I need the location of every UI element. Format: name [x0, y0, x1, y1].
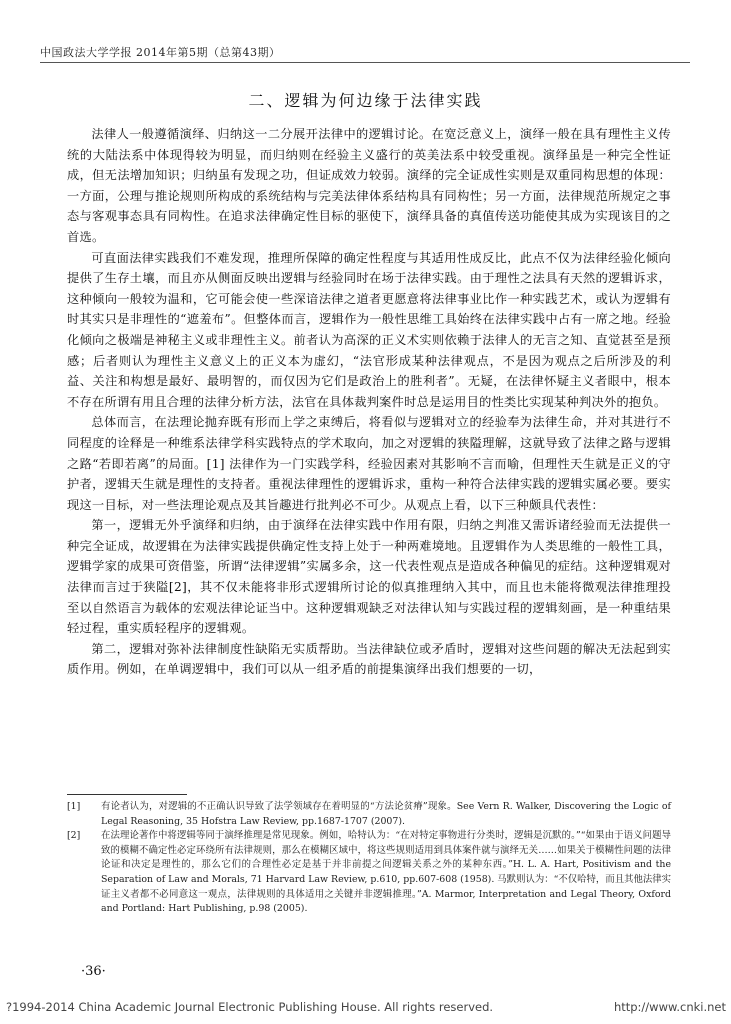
body-text [67, 124, 671, 680]
paragraph: 法律人一般遵循演绎、归纳这一二分展开法律中的逻辑讨论。在宽泛意义上，演绎一般在具有理性主义传统的大陆法系中体现得较为明显，而归纳则在经验主义盛行的英美法系中较受重视。演绎虽是一种完全性证成，但无法增加知识；归纳虽有发现之功，但证成效力较弱。演绎的完全证成性实则是双重同构思想的体现：一方面，公理与推论规则所构成的系统结构与完美法律体系结构具有同构性；另一方面，法律规范所规定之事态与客观事态具有同构性。在追求法律确定性目标的驱使下，演绎具备的真值传送功能使其成为实现该目的之首选。 [67, 127, 671, 244]
paragraph: 总体而言，在法理论抛弃既有形而上学之束缚后，将看似与逻辑对立的经验奉为法律生命，并对其进行不同程度的诠释是一种维系法律学科实践特点的学术取向，加之对逻辑的狭隘理解，这就导致了法律之路与逻辑之路“若即若离”的局面。[1] 法律作为一门实践学科，经验因素对其影响不言而喻，但理性天生就是正义的守护者，逻辑天生就是理性的支持者。重视法律理性的逻辑诉求，重构一种符合法律实践的逻辑实属必要。要实现这一目标，对一些法理论观点及其旨趣进行批判必不可少。从观点上看，以下三种颇具代表性： [67, 415, 671, 512]
footnote [67, 829, 671, 917]
copyright-url[interactable]: http://www.cnki.net [613, 1000, 726, 1014]
footnote [67, 800, 671, 829]
paragraph: 第二，逻辑对弥补法律制度性缺陷无实质帮助。当法律缺位或矛盾时，逻辑对这些问题的解决无法起到实质作用。例如，在单调逻辑中，我们可以从一组矛盾的前提集演绎出我们想要的一切， [67, 641, 671, 677]
footnote-number: [2] [67, 830, 81, 842]
footnote-number: [1] [67, 801, 81, 812]
paragraph: 可直面法律实践我们不难发现，推理所保障的确定性程度与其适用性成反比，此点不仅为法律经验化倾向提供了生存土壤，而且亦从侧面反映出逻辑与经验同时在场于法律实践。由于理性之法具有天然的逻辑诉求，这种倾向一般较为温和，它可能会使一些深谙法律之道者更愿意将法律事业比作一种实践艺术，或认为逻辑有时其实只是非理性的“遮羞布”。但整体而言，逻辑作为一般性思维工具始终在法律实践中占有一席之地。经验化倾向之极端是神秘主义或非理性主义。前者认为高深的正义术实则依赖于法律人的无言之知、直觉甚至是预感；后者则认为理性主义意义上的正义本为虚幻，“法官形成某种法律观点，不是因为观点之后所涉及的利益、关注和构想是最好、最明智的，而仅因为它们是政治上的胜利者”。无疑，在法律怀疑主义者眼中，根本不存在所谓有用且合理的法律分析方法，法官在具体裁判案件时总是运用目的性类比实现某种判决外的抱负。 [67, 250, 671, 409]
footnote-text: 有论者认为，对逻辑的不正确认识导致了法学领域存在着明显的“方法论贫瘠”现象。See Vern R. Walker, Discovering the Logic of Legal Reasoning, 35 Hofstra Law Review, pp.1687-1707 (2007). [101, 801, 671, 827]
copyright-line [6, 1000, 726, 1014]
header-rule [40, 62, 690, 63]
footnote-rule [67, 794, 187, 795]
copyright-notice: ?1994-2014 China Academic Journal Electronic Publishing House. All rights reserved. [6, 1000, 494, 1014]
section-title: 二、逻辑为何边缘于法律实践 [248, 91, 483, 110]
page-number: ·36· [81, 964, 106, 979]
footnotes [67, 800, 671, 917]
paragraph: 第一，逻辑无外乎演绎和归纳，由于演绎在法律实践中作用有限，归纳之判准又需诉诸经验而无法提供一种完全证成，故逻辑在为法律实践提供确定性支持上处于一种两难境地。且逻辑作为人类思维的一般性工具，逻辑学家的成果可资借鉴，所谓“法律逻辑”实属多余，这一代表性观点是造成各种偏见的症结。这种逻辑观对法律而言过于狭隘[2]，其不仅未能将非形式逻辑所讨论的似真推理纳入其中，而且也未能将微观法律推理投至以自然语言为载体的宏观法律论证当中。这种逻辑观缺乏对法律认知与实践过程的逻辑刻画，是一种重结果轻过程，重实质轻程序的逻辑观。 [67, 518, 671, 636]
footnote-text: 在法理论著作中将逻辑等同于演绎推理是常见现象。例如，哈特认为：“在对特定事物进行分类时，逻辑是沉默的。”“如果由于语义问题导致的模糊不确定性必定环绕所有法律规则，那么在模糊区域中，将这些规则适用到具体案件就与演绎无关……如果关于模糊性问题的法律论证和决定是理性的，那么它们的合理性必定是基于并非前提之间逻辑关系之外的某种东西。”H. L. A. Hart, Positivism and the Separation of Law and Morals, 71 Harvard Law Review, p.610, pp.607-608 (1958). 马默则认为：“不仅哈特，而且其他法律实证主义者都不必同意这一观点，法律规则的具体适用之关键并非逻辑推理。”A. Marmor, Interpretation and Legal Theory, Oxford and Portland: Hart Publishing, p.98 (2005). [101, 830, 671, 915]
running-head: 中国政法大学学报 2014年第5期（总第43期） [40, 46, 281, 59]
